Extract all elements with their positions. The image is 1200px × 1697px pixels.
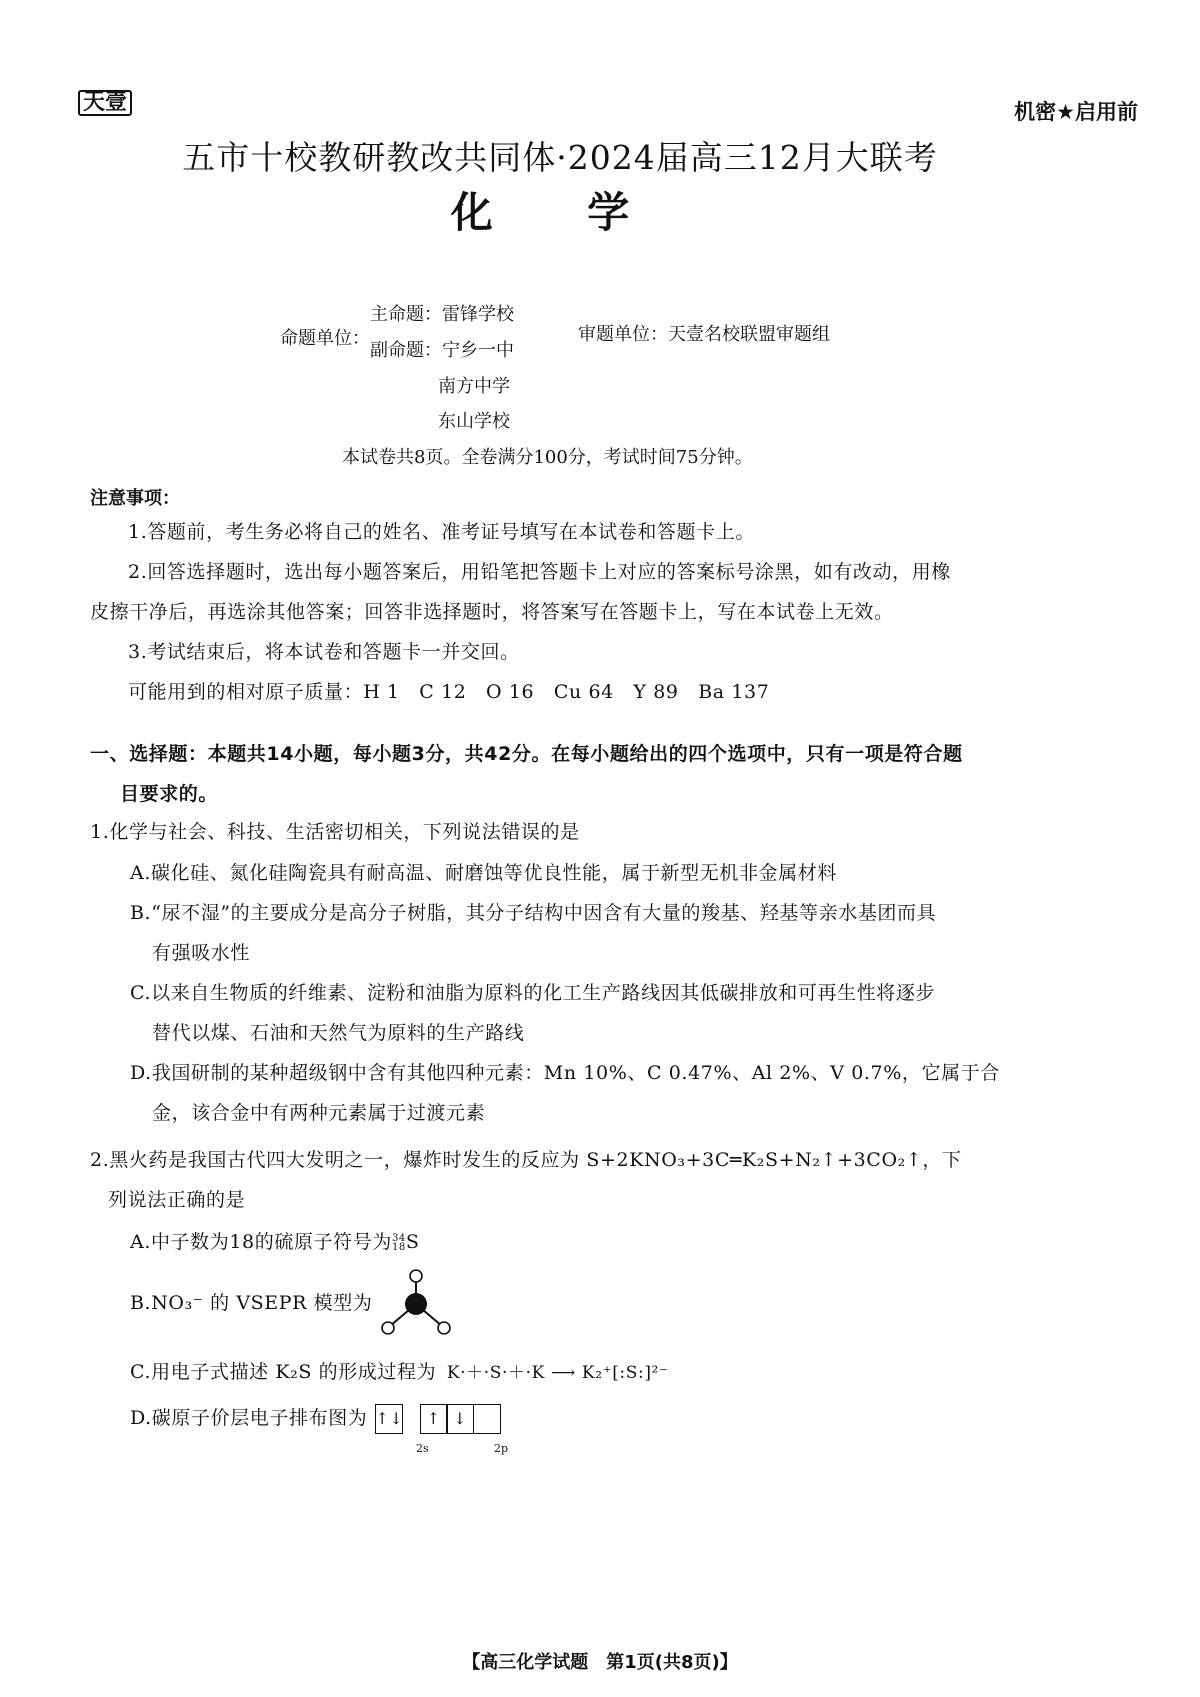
q1-option-b: B.“尿不湿”的主要成分是高分子树脂，其分子结构中因含有大量的羧基、羟基等亲水基团而具 有强吸水性 (130, 902, 937, 964)
electron-dot-formation: K·＋·S·＋·K ⟶ K₂⁺[:S:]²⁻ (446, 1363, 669, 1383)
note-item: 2.回答选择题时，选出每小题答案后，用铅笔把答题卡上对应的答案标号涂黑，如有改动，用橡 (128, 561, 951, 583)
subject-title: 化 学 (450, 188, 670, 237)
q1-option-d: D.我国研制的某种超级钢中含有其他四种元素：Mn 10%、C 0.47%、Al 2%、V 0.7%，它属于合 金，该合金中有两种元素属于过渡元素 (130, 1062, 1000, 1124)
orbital-label-2s: 2s (416, 1442, 429, 1455)
q1-option-c: C.以来自生物质的纤维素、淀粉和油脂为原料的化工生产路线因其低碳排放和可再生性将逐步 替代以煤、石油和天然气为原料的生产路线 (130, 982, 936, 1044)
logo (78, 90, 132, 116)
author-main: 主命题：雷锋学校 (370, 304, 514, 325)
exam-info: 本试卷共8页。全卷满分100分，考试时间75分钟。 (342, 447, 753, 468)
q2-option-d: D.碳原子价层电子排布图为 ↑↓ ↑ ↓ (130, 1398, 1140, 1438)
note-item: 3.考试结束后，将本试卷和答题卡一并交回。 (128, 641, 520, 663)
q1-options (130, 853, 1140, 1133)
review-unit: 审题单位：天壹名校联盟审题组 (578, 324, 830, 345)
q2-option-a: A.中子数为18的硫原子符号为34 18S (130, 1231, 420, 1253)
author-school3: 南方中学 (438, 376, 510, 397)
note-item: 皮擦干净后，再选涂其他答案；回答非选择题时，将答案写在答题卡上，写在本试卷上无效。 (90, 601, 894, 623)
orbital-2p: ↑ ↓ (421, 1398, 501, 1438)
page-footer: 【高三化学试题 第1页(共8页)】 (462, 1652, 738, 1673)
notes-list (90, 512, 1140, 712)
atomic-mass-line: 可能用到的相对原子质量：H 1 C 12 O 16 Cu 64 Y 89 Ba 137 (128, 681, 770, 703)
note-item: 1.答题前，考生务必将自己的姓名、准考证号填写在本试卷和答题卡上。 (128, 521, 755, 543)
logo-mark: 天壹 (78, 90, 132, 116)
author-unit-label: 命题单位： (280, 328, 370, 349)
orbital-2s: ↑↓ (376, 1398, 403, 1438)
exam-title: 五市十校教研教改共同体·2024届高三12月大联考 (182, 138, 938, 177)
notes-heading: 注意事项： (90, 488, 180, 509)
confidential-label: 机密★启用前 (1014, 100, 1138, 124)
q2-option-b: B.NO₃⁻ 的 VSEPR 模型为 (130, 1292, 373, 1314)
q1-stem: 1.化学与社会、科技、生活密切相关，下列说法错误的是 (90, 821, 580, 843)
orbital-label-2p: 2p (494, 1442, 509, 1455)
author-vice: 副命题：宁乡一中 (370, 340, 514, 361)
q2-option-c: C.用电子式描述 K₂S 的形成过程为 K·＋·S·＋·K ⟶ K₂⁺[:S:]²⁻ (130, 1361, 669, 1383)
section-heading: 一、选择题：本题共14小题，每小题3分，共42分。在每小题给出的四个选项中，只有一项是符合题 目要求的。 (90, 743, 963, 805)
vsepr-model-diagram (376, 1266, 456, 1338)
author-school4: 东山学校 (438, 411, 510, 432)
q1-option-a: A.碳化硅、氮化硅陶瓷具有耐高温、耐磨蚀等优良性能，属于新型无机非金属材料 (130, 862, 837, 884)
q2-stem: 2.黑火药是我国古代四大发明之一，爆炸时发生的反应为 S+2KNO₃+3C═K₂S+N₂↑+3CO₂↑，下 列说法正确的是 (90, 1149, 962, 1211)
